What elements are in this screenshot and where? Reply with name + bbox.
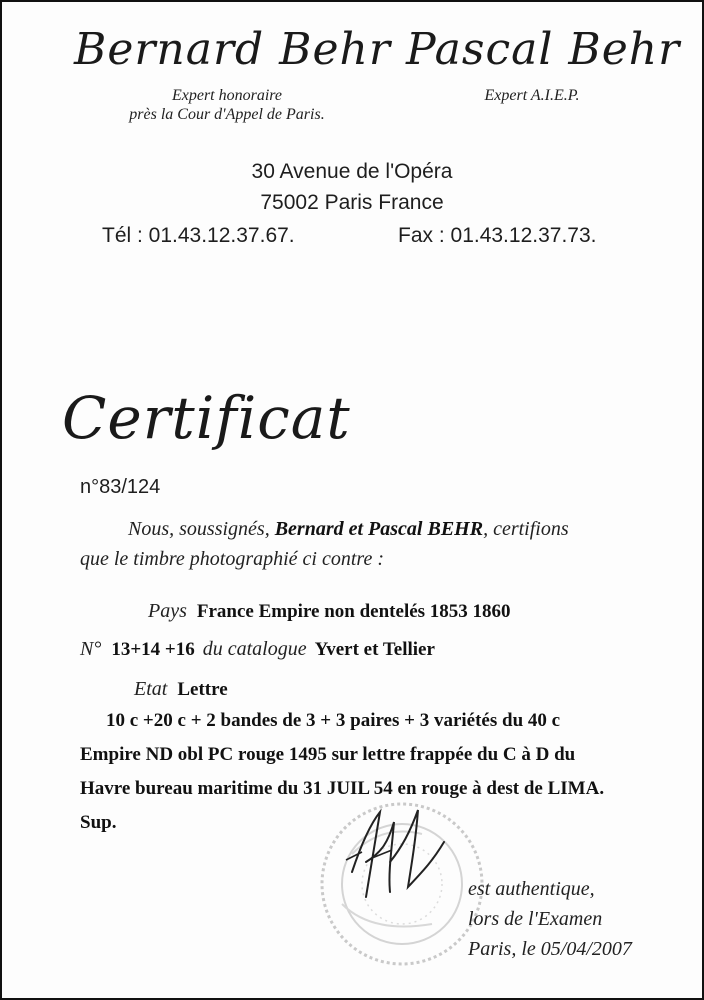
bernard-behr-title: [102, 86, 352, 124]
telephone: Tél : 01.43.12.37.67.: [102, 224, 295, 247]
address-city: 75002 Paris France: [260, 191, 444, 214]
etat-label: Etat: [134, 678, 168, 700]
signature: [332, 802, 472, 912]
bernard-behr-name: Bernard Behr: [74, 24, 391, 75]
closing-line-2: lors de l'Examen: [468, 908, 603, 930]
certificate-title: Certificat: [62, 384, 351, 452]
description-line-3: Havre bureau maritime du 31 JUIL 54 en rouge à dest de LIMA.: [80, 778, 605, 799]
intro-text-2: , certifions: [483, 518, 569, 540]
closing-line-3: Paris, le 05/04/2007: [468, 938, 632, 960]
intro-names: Bernard et Pascal BEHR: [274, 518, 484, 540]
description-line-4: Sup.: [80, 812, 117, 833]
pays-label: Pays: [148, 600, 187, 622]
catalogue-label: du catalogue: [202, 638, 307, 660]
numero-value: 13+14 +16: [111, 639, 195, 660]
intro-line-1: [128, 518, 569, 541]
etat-value: Lettre: [177, 679, 228, 700]
pays-value: France Empire non dentelés 1853 1860: [196, 601, 511, 622]
title-line-1: Expert honoraire: [171, 87, 283, 104]
pays-row: [148, 600, 511, 623]
pascal-behr-title: Expert A.I.E.P.: [484, 87, 580, 104]
etat-row: [134, 678, 228, 701]
numero-label: N°: [80, 638, 102, 660]
address-street: 30 Avenue de l'Opéra: [251, 160, 453, 183]
fax: Fax : 01.43.12.37.73.: [398, 224, 597, 247]
intro-text-1: Nous, soussignés,: [128, 518, 270, 540]
catalogue-value: Yvert et Tellier: [314, 639, 435, 660]
description-line-1: 10 c +20 c + 2 bandes de 3 + 3 paires + 3 variétés du 40 c: [106, 710, 561, 731]
closing-line-1: est authentique,: [468, 878, 595, 900]
certificate-number: n°83/124: [80, 476, 161, 498]
numero-row: [80, 638, 435, 661]
description-line-2: Empire ND obl PC rouge 1495 sur lettre frappée du C à D du: [80, 744, 576, 765]
intro-line-2: que le timbre photographié ci contre :: [80, 548, 385, 570]
title-line-2: près la Cour d'Appel de Paris.: [129, 106, 325, 123]
pascal-behr-name: Pascal Behr: [406, 24, 681, 75]
